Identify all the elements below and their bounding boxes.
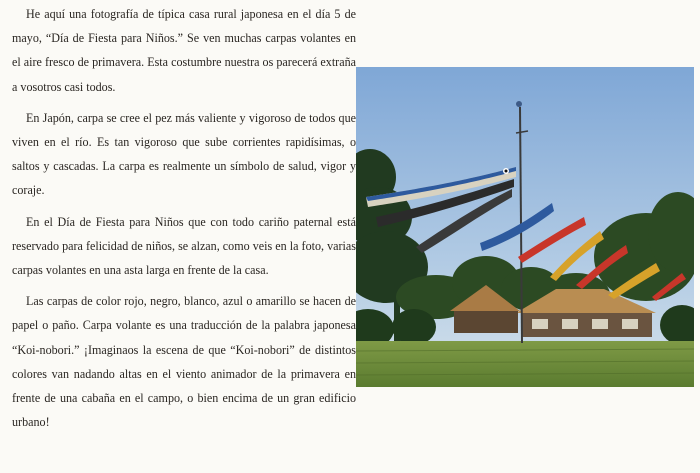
paragraph: He aquí una fotografía de típica casa rural japonesa en el día 5 de mayo, “Día de Fiesta para Niños.” Se ven muchas carpas volantes en el aire fresco de primavera. Esta costumbre nuestra os parecerá extraña a vosotros casi todos. — [12, 7, 356, 94]
koinobori-scene — [356, 67, 694, 387]
article-text — [12, 2, 356, 434]
paragraph: En el Día de Fiesta para Niños que con todo cariño paternal está reservado para felicidad de niños, se alzan, como veis en la foto, varias carpas volantes en una asta larga en frente de la casa. — [12, 214, 356, 278]
koinobori-photo — [356, 67, 694, 387]
paragraph: Las carpas de color rojo, negro, blanco, azul o amarillo se hacen de papel o paño. Carpa volante es una traducción de la palabra japonesa “Koi-nobori.” ¡Imaginaos la escena de que “Koi-nobori” de distintos colores van nadando altas en el viento animador de la primavera en frente de una cabaña en el campo, o bien encima de un gran edificio urbano! — [12, 294, 356, 430]
grass-field — [356, 341, 694, 387]
paragraph: En Japón, carpa se cree el pez más valiente y vigoroso de todos que viven en el río. Es tan vigoroso que sube corrientes rapidísimas, o saltos y cascadas. La carpa es realmente un símbolo de salud, vigor y coraje. — [12, 110, 356, 198]
